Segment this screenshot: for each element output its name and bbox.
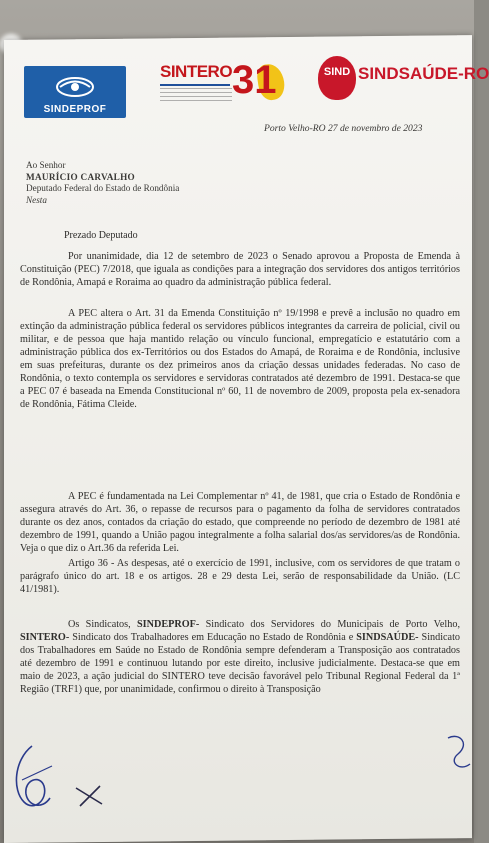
org-sintero: SINTERO- [20,632,70,643]
sindeprof-logo [24,66,126,118]
handwritten-signature-left [4,740,64,820]
heart-icon-text: SIND [323,66,351,78]
handwritten-mark [70,780,110,810]
p5-rest: Sindicato dos Trabalhadores em Saúde no Estado de Rondônia sempre defenderam a Transposição aos contratados até dezembro de 1991 e continuou lutando por este direito, inclusive judicialmente. Destaca-se que em maio de 2023, a ação judicial do SINTERO teve decisão favorável pelo Tribunal Regional Federal da 1ª Região (TRF1) que, por unanimidade, confirmou o direito à Transposição [20,632,461,695]
org-sindeprof-desc: Sindicato dos Servidores do Municipais de Porto Velho, [199,619,460,630]
sintero-logo-text: SINTERO [160,62,233,81]
recipient-salutation: Ao Senhor [26,160,66,170]
sindsaude-logo-text: SINDSAÚDE-RO [358,64,489,83]
sintero-logo-subtitle [160,88,232,102]
org-sindsaude: SINDSAÚDE- [356,632,419,643]
sindeprof-logo-text: SINDEPROF [43,104,107,115]
letter-date: Porto Velho-RO 27 de novembro de 2023 [264,123,423,134]
org-sintero-desc: Sindicato dos Trabalhadores em Educação no Estado de Rondônia e [69,632,354,643]
p5-intro: Os Sindicatos, [68,619,131,630]
org-sindeprof: SINDEPROF- [137,619,200,630]
recipient-location: Nesta [26,194,47,205]
paragraph-2: A PEC altera o Art. 31 da Emenda Constituição nº 19/1998 e prevê a inclusão no quadro em extinção da administração pública federal os servidores públicos integrantes da carreira de policial, civil ou militar, e de pessoa que haja mantido relação ou vínculo funcional, empregatício e estatutário com a administração pública dos ex-Territórios ou dos Estados do Amapá, de Roraima e de Rondônia, inclusive em suas prefeituras, durante os dez primeiros anos da criação dessas unidades federadas. No caso de Rondônia, o texto contempla os servidores e servidoras contratados até dezembro de 1991. Destaca-se que a PEC 07 é baseada na Emenda Constitucional nº 60, 11 de novembro de 2009, proposta pela ex-senadora de Rondônia, Fátima Cleide. [20,308,460,410]
handwritten-initials-right [440,728,474,778]
heart-icon [318,56,356,100]
sintero-logo-rule [160,84,230,86]
paragraph-4-article-36: Artigo 36 - As despesas, até o exercício de 1991, inclusive, com os servidores de que tratam o parágrafo único do art. 18 e os artigos. 28 e 29 desta Lei, serão de responsabilidade da União. (LC 41/1981). [20,558,460,595]
letter-page [4,35,472,843]
sintero-logo [158,60,284,116]
paragraph-3: A PEC é fundamentada na Lei Complementar nº 41, de 1981, que cria o Estado de Rondônia e assegura através do Art. 36, o repasse de recursos para o pagamento da folha de servidores contratados durante os dez anos, contados da criação do estado, que compreende no período de dezembro de 1981 até dezembro de 1991, quando a União pagou integralmente a folha salarial dos/as servidores/as de Rondônia. Veja o que diz o Art.36 da referida Lei. [20,491,460,554]
recipient-name: MAURÍCIO CARVALHO [26,171,135,182]
sintero-anniversary-number: 31 [232,58,277,102]
recipient-block [26,160,179,206]
sindsaude-logo [318,56,489,108]
recipient-title: Deputado Federal do Estado de Rondônia [26,183,180,193]
greeting: Prezado Deputado [64,230,138,241]
paragraph-5 [20,618,460,696]
paragraph-1: Por unanimidade, dia 12 de setembro de 2023 o Senado aprovou a Proposta de Emenda à Constituição (PEC) 7/2018, que iguala as condições para a integração dos servidores dos antigos territórios de Rondônia, Amapá e Roraima ao quadro da administração pública federal. [20,251,460,288]
sindeprof-emblem-icon [54,74,96,100]
